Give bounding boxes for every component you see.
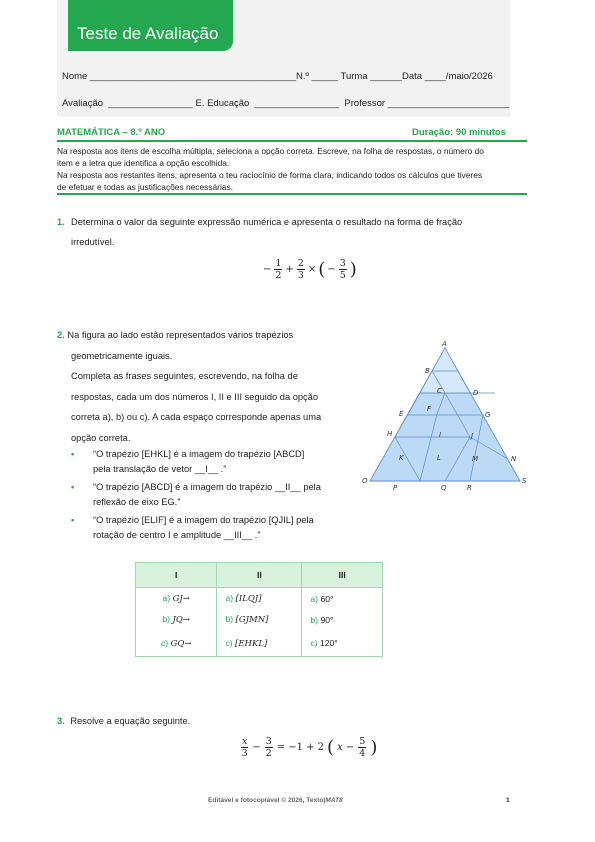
option-cell (302, 609, 383, 630)
fraction (265, 736, 273, 759)
option-value: 120° (319, 638, 338, 648)
numerator: 3 (339, 258, 346, 269)
denominator: 3 (297, 270, 304, 281)
evaluation-row: Avaliação ________________ E. Educação ________________ Professor _______________________ (62, 98, 510, 109)
label-B: B (425, 367, 430, 375)
numerator: 1 (275, 258, 282, 269)
question-2-text: geometricamente iguais. (71, 350, 173, 361)
option-cell (136, 588, 217, 610)
option-key: a) (310, 593, 319, 604)
table-row (136, 588, 383, 610)
label-R: R (467, 484, 472, 492)
label-I: I (439, 431, 442, 439)
bullet-icon: • (71, 515, 75, 525)
table-row (136, 609, 383, 630)
numerator: 3 (265, 736, 272, 747)
label-A: A (442, 340, 447, 348)
subject-label: MATEMÁTICA – 8.º ANO (57, 127, 166, 138)
paren: ( (318, 259, 326, 280)
label-J: J (471, 432, 474, 440)
question-2-text: correta a), b) ou c). A cada espaço corresponde apenas uma (71, 412, 322, 422)
math-operator: = (276, 742, 286, 753)
footer-text: Editável e fotocopiável © 2026, Texto| (208, 797, 326, 804)
label-E: E (399, 410, 404, 418)
label-D: D (473, 389, 479, 397)
divider-top (57, 140, 527, 142)
bullet-item-1 (71, 447, 346, 477)
denominator: 5 (339, 270, 346, 281)
option-value: 60° (320, 593, 334, 604)
option-key: a) (162, 593, 171, 603)
option-value: [ILQJ] (235, 594, 262, 604)
fraction (274, 258, 282, 281)
question-3-text: Resolve a equação seguinte. (70, 716, 191, 726)
question-2-text: respostas, cada um dos números I, II e III seguido da opção (71, 391, 319, 402)
instruction-line: Na resposta aos restantes itens, apresenta o teu raciocínio de forma clara, indicando todos os cálculos que tiveres (57, 170, 483, 180)
fraction (358, 736, 366, 759)
option-cell (217, 630, 302, 657)
label-M: M (472, 455, 479, 463)
instructions (57, 145, 527, 193)
label-C: C (437, 387, 442, 395)
options-table (135, 562, 383, 657)
option-cell (136, 630, 217, 657)
instruction-line: Na resposta aos itens de escolha múltipla, seleciona a opção correta. Escreve, na folha de respostas, o número do (57, 146, 484, 156)
fraction (241, 736, 248, 759)
question-1 (57, 212, 463, 233)
option-cell (302, 588, 383, 610)
option-value: GQ→ (170, 638, 192, 649)
label-O: O (362, 477, 368, 485)
bullet-text: reflexão de eixo EG.” (93, 497, 181, 507)
label-N: N (511, 455, 517, 463)
math-operator: − (263, 264, 272, 275)
math-operator: − (327, 264, 336, 275)
option-value: [GJMN] (235, 615, 269, 625)
equation-3 (240, 736, 377, 759)
footer-copyright (208, 797, 343, 804)
math-operator: − (252, 742, 261, 753)
bullet-icon: • (71, 482, 75, 492)
fraction (297, 258, 305, 281)
option-key: b) (162, 614, 171, 624)
label-S: S (522, 477, 527, 485)
document-title (68, 0, 233, 51)
label-L: L (437, 454, 441, 462)
denominator: 2 (265, 748, 272, 759)
denominator: 3 (241, 748, 248, 759)
question-1-text-cont: irredutível. (71, 237, 115, 247)
instruction-line: item e a letra que identifica a opção escolhida. (57, 158, 230, 168)
option-cell (217, 609, 302, 630)
math-term: −1 + 2 (288, 742, 325, 753)
label-Q: Q (441, 484, 447, 492)
math-term: x − (337, 742, 355, 753)
bullet-item-3 (71, 513, 346, 543)
title-text: Teste de Avaliação (77, 24, 219, 43)
instruction-line: de efetuar e todas as justificações necessárias. (57, 182, 233, 192)
option-cell (136, 609, 217, 630)
option-cell (217, 588, 302, 610)
bullet-text: rotação de centro I e amplitude __III__ .” (93, 530, 261, 540)
identification-row: Nome _______________________________________N.º _____ Turma ______Data ____/maio/2026 (62, 71, 493, 82)
bullet-icon: • (71, 449, 75, 459)
option-key: b) (310, 614, 319, 625)
math-operator: + (285, 264, 294, 275)
option-value: 90° (320, 614, 334, 625)
fraction (339, 258, 347, 281)
label-H: H (387, 430, 393, 438)
numerator: x (242, 736, 248, 747)
numerator: 5 (359, 736, 366, 747)
option-value: GJ→ (172, 594, 190, 604)
label-K: K (399, 454, 404, 462)
option-key: c) (225, 637, 233, 648)
denominator: 2 (275, 270, 282, 281)
math-operator: × (307, 264, 317, 275)
question-1-text: Determina o valor da seguinte expressão numérica e apresenta o resultado na forma de fração (71, 217, 463, 227)
footer-brand: MAT8 (325, 797, 343, 804)
expression-1 (263, 258, 357, 281)
page-number: 1 (506, 797, 510, 804)
question-3 (57, 711, 190, 732)
question-2-text: opção correta. (71, 432, 131, 443)
bullet-list (71, 447, 346, 543)
paren: ) (370, 737, 378, 758)
bullet-text: “O trapézio [EHKL] é a imagem do trapézio [ABCD] (93, 449, 305, 459)
divider-bottom (57, 193, 527, 195)
option-value: [EHKL] (235, 638, 268, 649)
bullet-item-2 (71, 480, 346, 510)
denominator: 4 (359, 748, 366, 759)
question-2-text: Completa as frases seguintes, escrevendo, na folha de (71, 371, 298, 381)
option-key: a) (225, 593, 234, 603)
trapezoid-figure (358, 338, 533, 498)
option-value: JQ→ (172, 615, 190, 625)
question-number: 2. (57, 330, 65, 340)
label-F: F (427, 405, 432, 413)
numerator: 2 (297, 258, 304, 269)
question-2-text: Na figura ao lado estão representados vários trapézios (67, 330, 294, 340)
option-key: c) (161, 637, 169, 648)
bullet-text: “O trapézio [ELIF] é a imagem do trapézio [QJIL] pela (93, 515, 314, 525)
paren: ) (349, 259, 357, 280)
label-G: G (485, 411, 491, 419)
duration-label: Duração: 90 minutos (412, 127, 506, 138)
paren: ( (327, 737, 335, 758)
question-number: 3. (57, 716, 65, 726)
table-header-row (136, 563, 383, 588)
option-key: c) (310, 638, 318, 648)
table-row (136, 630, 383, 657)
question-number: 1. (57, 217, 65, 227)
option-cell (302, 630, 383, 657)
column-header: II (217, 563, 302, 588)
option-key: b) (225, 614, 234, 624)
label-P: P (393, 484, 398, 492)
bullet-text: pela translação de vetor __I__ .” (93, 464, 227, 474)
column-header: I (136, 563, 217, 588)
bullet-text: “O trapézio [ABCD] é a imagem do trapézio __II__ pela (93, 482, 321, 492)
question-2 (57, 325, 342, 448)
column-header: III (302, 563, 383, 588)
